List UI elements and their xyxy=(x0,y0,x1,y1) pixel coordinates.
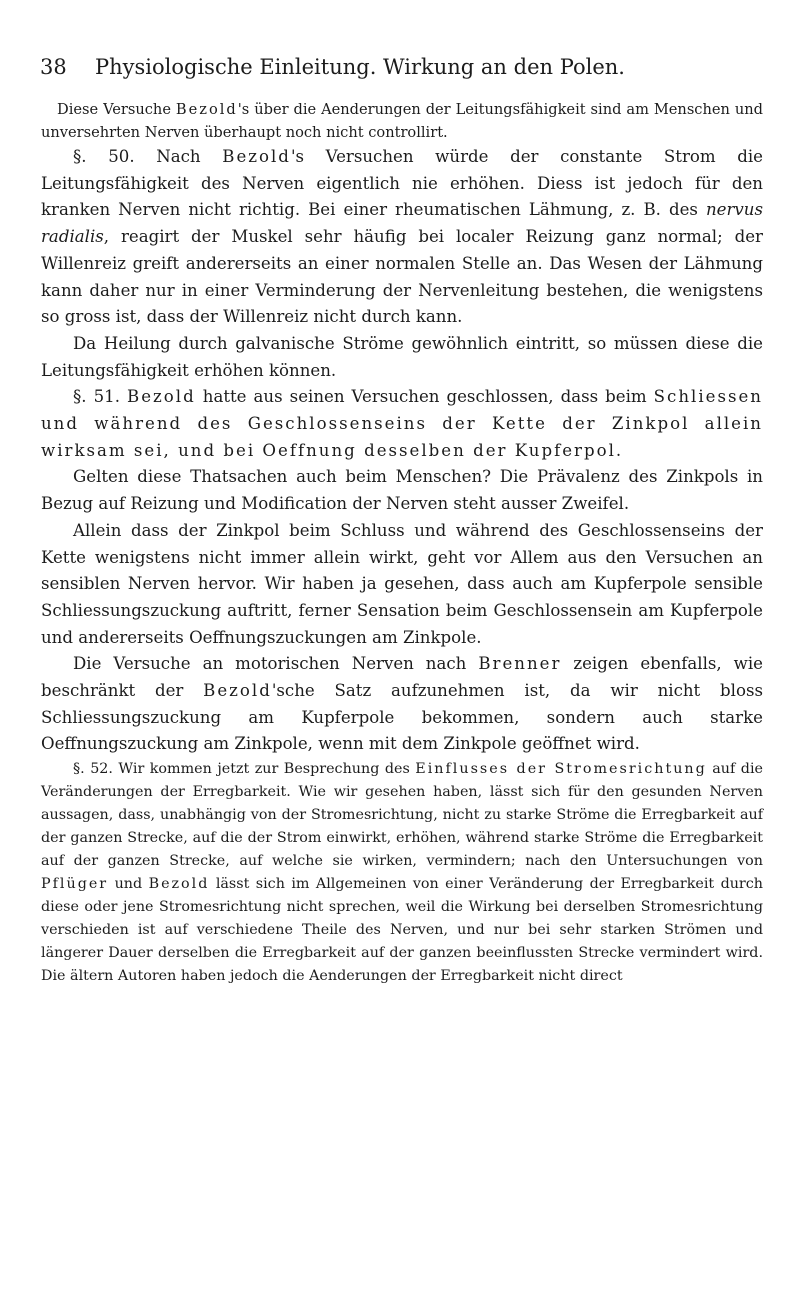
text-run: hatte aus seinen Versuchen geschlossen, dass beim xyxy=(195,387,654,407)
text-run: und xyxy=(108,876,149,893)
author-name: Bezold xyxy=(127,387,196,407)
text-run: Allein dass der Zinkpol beim Schluss und während des Geschlossenseins der Kette wenigstens nicht immer allein wirkt, geht vor Allem aus den Versuchen an sensiblen Nerven hervor. Wir haben ja gesehen, dass auch am Kupferpole sensible Schliessungszuckung auftritt, ferner Sensation beim Geschlossensein am Kupferpole und andererseits Oeffnungszuckungen am Zinkpole. xyxy=(41,520,763,647)
page-header xyxy=(40,53,740,81)
text-run: §. 52. Wir kommen jetzt zur Besprechung des xyxy=(73,761,416,778)
running-title: Physiologische Einleitung. Wirkung an den Polen. xyxy=(95,55,625,79)
text-run: Gelten diese Thatsachen auch beim Menschen? Die Prävalenz des Zinkpols in Bezug auf Reizung und Modification der Nerven steht ausser Zweifel. xyxy=(41,467,763,514)
emphasized-text: Schliessen und während des Geschlossenseins der Kette der Zinkpol allein wirksam sei, und bei Oeffnung desselben der Kupferpol. xyxy=(41,387,763,460)
text-run: lässt sich im Allgemeinen von einer Veränderung der Erregbarkeit durch diese oder jene Stromesrichtung nicht sprechen, weil die Wirkung bei derselben Stromesrichtung verschieden ist auf verschiedene Theile des Nerven, und nur bei sehr starken Strömen und längerer Dauer derselben die Erregbarkeit auf der ganzen beeinflussten Strecke vermindert wird. Die ältern Autoren haben jedoch die Aenderungen der Erregbarkeit nicht direct xyxy=(41,876,763,985)
paragraph xyxy=(41,651,763,758)
paragraph xyxy=(41,464,763,517)
page-number: 38 xyxy=(40,55,67,79)
author-name: Bezold xyxy=(203,681,272,701)
text-run: 'sche Satz aufzunehmen ist, da wir nicht bloss Schliessungszuckung am Kupferpole bekommen, sondern auch starke Oeffnungszuckung am Zinkpole, wenn mit dem Zinkpole geöffnet wird. xyxy=(41,681,763,754)
author-name: Bezold xyxy=(222,147,291,166)
paragraph xyxy=(41,331,763,384)
text-run: auf die Veränderungen der Erregbarkeit. Wie wir gesehen haben, lässt sich für den gesunden Nerven aussagen, dass, unabhängig von der Stromesrichtung, nicht zu starke Ströme die Erregbarkeit auf der ganzen Strecke, auf die der Strom einwirkt, erhöhen, während starke Ströme die Erregbarkeit auf der ganzen Strecke, auf welche sie wirken, vermindern; nach den Untersuchungen von xyxy=(41,761,763,870)
text-run: §. 51. xyxy=(73,387,128,407)
paragraph-section-52 xyxy=(41,758,763,988)
latin-term: nervus radialis xyxy=(41,200,763,247)
text-run: Diese Versuche xyxy=(57,101,176,118)
author-name: Bezold xyxy=(175,101,238,118)
text-run: §. 50. Nach xyxy=(73,147,223,166)
paragraph-section-50 xyxy=(41,144,763,331)
text-run: Da Heilung durch galvanische Ströme gewöhnlich eintritt, so müssen diese die Leitungsfähigkeit erhöhen können. xyxy=(41,333,763,380)
text-run: zeigen ebenfalls, wie beschränkt der xyxy=(41,654,764,701)
body-text xyxy=(41,98,763,988)
author-name: Brenner xyxy=(478,654,562,674)
author-name: Pflüger xyxy=(41,876,109,893)
text-run: Die Versuche an motorischen Nerven nach xyxy=(73,654,479,674)
paragraph xyxy=(41,518,763,652)
author-name: Bezold xyxy=(148,876,210,893)
text-run: 's über die Aenderungen der Leitungsfähigkeit sind am Menschen und unversehrten Nerven überhaupt noch nicht controllirt. xyxy=(41,101,763,141)
text-run: 's Versuchen würde der constante Strom die Leitungsfähigkeit des Nerven eigentlich nie erhöhen. Diess ist jedoch für den kranken Nerven nicht richtig. Bei einer rheumatischen Lähmung, z. B. des xyxy=(41,147,763,220)
text-run: , reagirt der Muskel sehr häufig bei localer Reizung ganz normal; der Willenreiz greift andererseits an einer normalen Stelle an. Das Wesen der Lähmung kann daher nur in einer Verminderung der Nervenleitung bestehen, die wenigstens so gross ist, dass der Willenreiz nicht durch kann. xyxy=(41,227,763,327)
emphasized-text: Einflusses der Stromesrichtung xyxy=(415,761,707,778)
paragraph-section-51 xyxy=(41,384,763,464)
paragraph xyxy=(41,98,763,144)
